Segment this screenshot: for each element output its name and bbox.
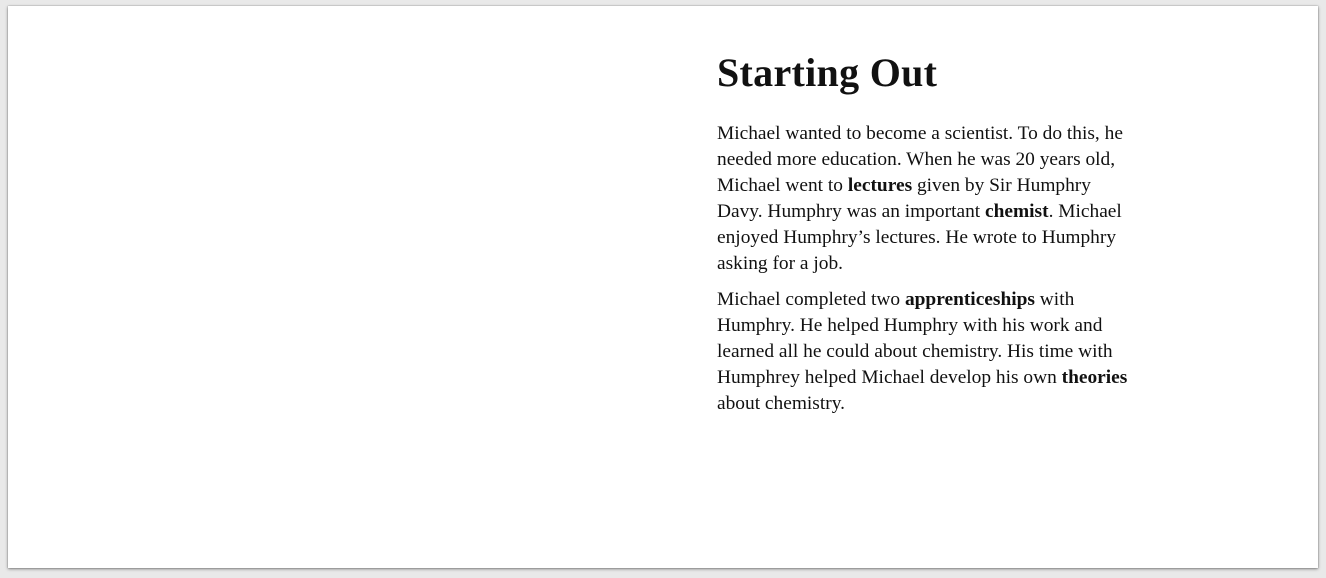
paragraph-text: given by Sir Humphry Davy. Humphry was an important — [717, 175, 1091, 222]
paragraph-text: . Michael enjoyed Humphry’s lectures. He wrote to Humphry asking for a job. — [717, 201, 1122, 274]
glossary-term-theories: theories — [1061, 367, 1128, 388]
glossary-term-chemist: chemist — [985, 201, 1049, 222]
paragraph-text: Michael completed two — [717, 289, 905, 310]
paragraph-2 — [717, 287, 1137, 417]
page-content — [717, 50, 1137, 427]
glossary-term-apprenticeships: apprenticeships — [904, 289, 1035, 310]
glossary-term-lectures: lectures — [847, 175, 913, 196]
paragraph-text: with Humphry. He helped Humphry with his work and learned all he could about chemistry. His time with Humphrey helped Michael develop his own — [717, 289, 1113, 388]
paragraph-text: Michael wanted to become a scientist. To do this, he needed more education. When he was 20 years old, Michael went to — [717, 123, 1123, 196]
page-heading: Starting Out — [717, 50, 938, 95]
book-spread — [8, 6, 1318, 568]
paragraph-text: about chemistry. — [717, 393, 845, 414]
left-page — [8, 6, 663, 568]
paragraph-1 — [717, 121, 1137, 277]
right-page — [663, 6, 1318, 568]
